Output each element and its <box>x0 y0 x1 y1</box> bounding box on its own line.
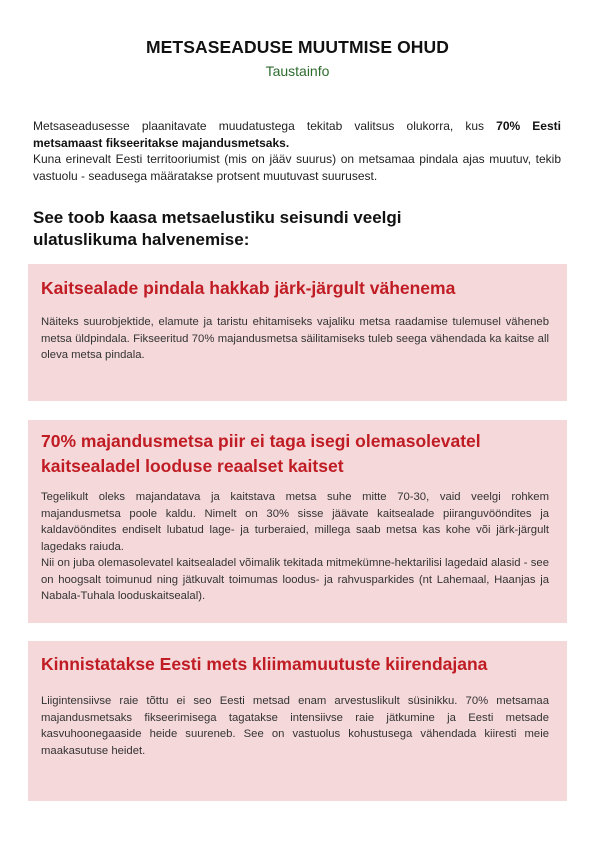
section-heading: Kaitsealade pindala hakkab järk-järgult vähenema <box>41 278 456 298</box>
section-body <box>41 693 549 759</box>
intro-text <box>33 118 561 184</box>
page-subtitle: Taustainfo <box>265 63 330 79</box>
intro-text-regular: Metsaseadusesse plaanitavate muudatustega tekitab valitsus olukorra, kus <box>33 119 497 133</box>
section-box-protected-areas <box>28 264 567 401</box>
lead-statement: See toob kaasa metsaelustiku seisundi veelgi ulatuslikuma halvenemise: <box>33 208 402 249</box>
section-paragraph: Nii on juba olemasolevatel kaitsealadel võimalik tekitada mitmekümne-hektarilisi lagedaid alasid - see on hoogsalt toimunud ning jätkuvalt toimumas loodus- ja rahvusparkides (nt Lahemaal, Haanjas ja Nabala-Tuhala looduskaitsealal). <box>41 557 549 602</box>
section-body <box>41 489 549 605</box>
section-box-managed-forest-limit <box>28 420 567 623</box>
section-heading: 70% majandusmetsa piir ei taga isegi olemasolevatel kaitsealadel looduse reaalset kaitset <box>41 431 481 476</box>
section-paragraph: Näiteks suurobjektide, elamute ja taristu ehitamiseks vajaliku metsa raadamise tulemusel väheneb metsa üldpindala. Fikseeritud 70% majandusmetsa säilitamiseks tuleb seega vähendada ka kaitse all oleva metsa pindala. <box>41 316 549 361</box>
intro-paragraph-1 <box>33 118 561 151</box>
page-title: METSASEADUSE MUUTMISE OHUD <box>145 37 450 57</box>
intro-paragraph-2: Kuna erinevalt Eesti territooriumist (mis on jääv suurus) on metsamaa pindala ajas muutuv, tekib vastuolu - seadusega määratakse protsent muutuvast suurusest. <box>33 152 561 183</box>
section-heading: Kinnistatakse Eesti mets kliimamuutuste kiirendajana <box>41 654 488 674</box>
intro-text-bold: 70% Eesti metsamaast fikseeritakse majandusmetsaks. <box>33 119 561 150</box>
section-paragraph: Tegelikult oleks majandatava ja kaitstava metsa suhe mitte 70-30, vaid veelgi rohkem majandusmetsa poole kaldu. Nimelt on 30% sisse jäävate kaitsealade piiranguvööndites ja kaldavööndites endiselt lubatud lage- ja turberaied, millega saab metsa kas kohe või järk-järgult lagedaks raiuda. <box>41 491 549 553</box>
section-paragraph: Liigintensiivse raie tõttu ei seo Eesti metsad enam arvestuslikult süsinikku. 70% metsamaa majandusmetsaks fikseerimisega tagatakse intensiivse raie jätkumine ja Eesti metsade kasvuhoonegaaside heide suureneb. See on vastuolus kohustusega vähendada kiiresti meie maakasutuse heidet. <box>41 695 549 757</box>
section-box-climate <box>28 641 567 801</box>
section-body <box>41 314 549 364</box>
